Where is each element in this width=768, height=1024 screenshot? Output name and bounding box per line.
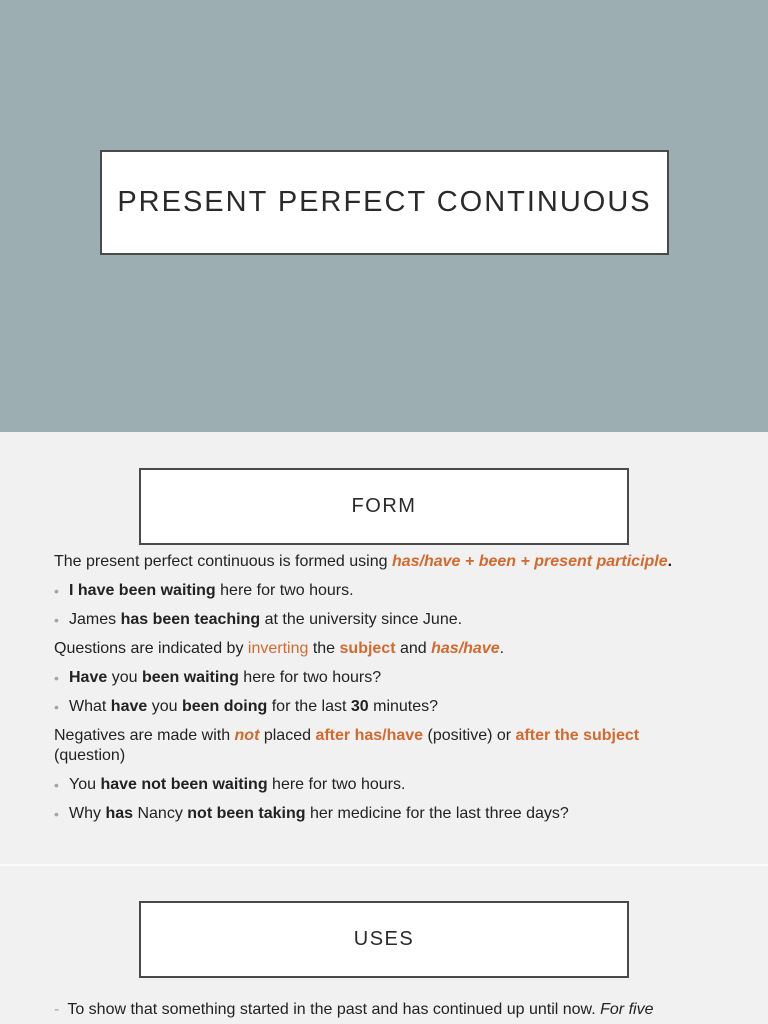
emphasis-text: has xyxy=(105,805,134,822)
emphasis-text: have not been waiting xyxy=(100,776,268,793)
list-item xyxy=(54,804,714,824)
emphasis-text: been waiting xyxy=(141,669,239,686)
form-title-box xyxy=(139,468,629,545)
emphasis-text: has been teaching xyxy=(120,611,261,628)
emphasis-text: I have been waiting xyxy=(69,582,216,599)
list-item xyxy=(54,668,714,688)
bullet-icon: • xyxy=(54,583,59,599)
uses-title: USES xyxy=(353,928,415,950)
slide-title: PRESENT PERFECT CONTINUOUS xyxy=(117,186,652,218)
text-run: (question) xyxy=(54,747,126,764)
list-item xyxy=(54,610,714,630)
formula: has/have + been + present participle xyxy=(391,553,668,570)
list-item xyxy=(54,775,714,795)
form-slide xyxy=(0,432,768,864)
text-run: her medicine for the last three days? xyxy=(305,805,569,822)
emphasis-text: not xyxy=(234,727,260,744)
emphasis-text: 30 xyxy=(350,698,369,715)
dash-bullet: - xyxy=(54,1001,60,1018)
text-run: for the last xyxy=(267,698,351,715)
text-run: (positive) or xyxy=(423,727,516,744)
intro-text: The present perfect continuous is formed using xyxy=(54,553,392,570)
emphasis-text: have xyxy=(110,698,148,715)
emphasis-text: after the subject xyxy=(515,727,640,744)
text-run: you xyxy=(107,669,142,686)
list-item xyxy=(54,697,714,717)
questions-intro xyxy=(54,639,714,659)
text-run: Negatives are made with xyxy=(54,727,235,744)
title-slide xyxy=(0,0,768,432)
text-run: placed xyxy=(259,727,316,744)
text-run: What xyxy=(69,698,111,715)
uses-italic-text: For five xyxy=(600,1001,654,1018)
emphasis-text: been doing xyxy=(181,698,268,715)
text-run: here for two hours? xyxy=(238,669,382,686)
examples-negatives xyxy=(54,775,714,824)
emphasis-text: inverting xyxy=(247,640,309,657)
emphasis-text: after has/have xyxy=(315,727,424,744)
uses-text: To show that something started in the past and has continued up until now. xyxy=(67,1001,601,1018)
text-run: . xyxy=(499,640,505,657)
uses-title-box xyxy=(139,901,629,978)
uses-slide xyxy=(0,866,768,1024)
text-run: you xyxy=(147,698,182,715)
bullet-icon: • xyxy=(54,670,59,686)
emphasis-text: not been taking xyxy=(187,805,306,822)
text-run: Questions are indicated by xyxy=(54,640,248,657)
examples-positive xyxy=(54,581,714,630)
form-content xyxy=(54,552,714,833)
text-run: Nancy xyxy=(133,805,188,822)
bullet-icon: • xyxy=(54,612,59,628)
negatives-intro xyxy=(54,726,714,766)
bullet-icon: • xyxy=(54,806,59,822)
intro-end: . xyxy=(667,553,673,570)
bullet-icon: • xyxy=(54,699,59,715)
emphasis-text: subject xyxy=(339,640,396,657)
bullet-icon: • xyxy=(54,777,59,793)
form-title: FORM xyxy=(351,495,417,517)
text-run: Why xyxy=(69,805,106,822)
text-run: here for two hours. xyxy=(215,582,354,599)
emphasis-text: Have xyxy=(69,669,108,686)
examples-questions xyxy=(54,668,714,717)
text-run: at the university since June. xyxy=(260,611,463,628)
title-box xyxy=(100,150,669,255)
text-run: the xyxy=(308,640,340,657)
text-run: James xyxy=(69,611,121,628)
text-run: You xyxy=(69,776,101,793)
text-run: minutes? xyxy=(368,698,439,715)
emphasis-text: has/have xyxy=(431,640,500,657)
uses-item xyxy=(54,1000,734,1020)
text-run: and xyxy=(395,640,432,657)
list-item xyxy=(54,581,714,601)
intro-line xyxy=(54,552,714,572)
text-run: here for two hours. xyxy=(267,776,406,793)
